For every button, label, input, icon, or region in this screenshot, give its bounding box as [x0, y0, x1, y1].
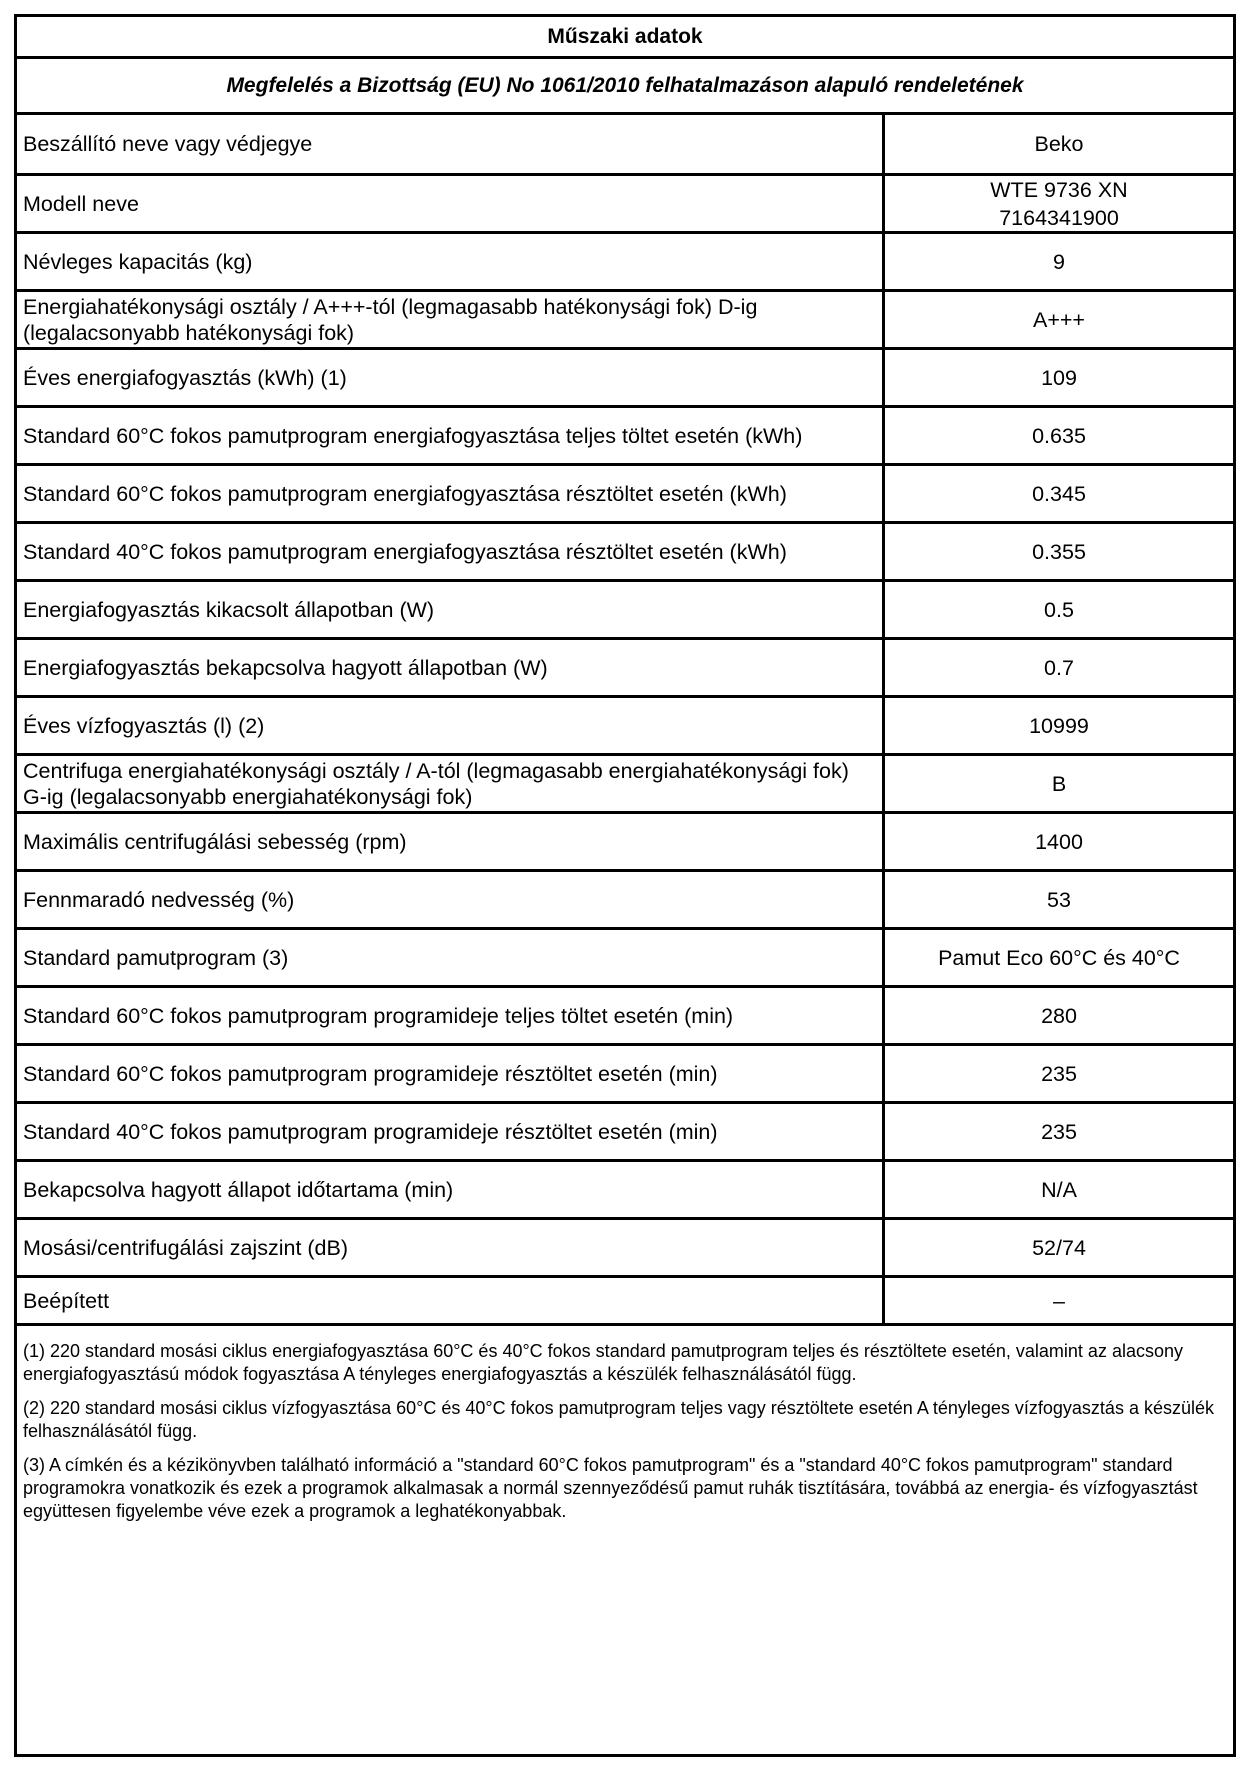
sheet-title: Műszaki adatok	[17, 17, 1233, 59]
spec-value: 235	[1041, 1119, 1077, 1144]
spec-value: 235	[1041, 1061, 1077, 1086]
spec-row-max-spin	[17, 814, 1233, 872]
spec-value: Pamut Eco 60°C és 40°C	[938, 945, 1180, 970]
footnote-1: (1) 220 standard mosási ciklus energiafogyasztása 60°C és 40°C fokos standard pamutprogram teljes és résztöltete esetén, valamint az alacsony energiafogyasztású módok fogyasztása A tényleges energiafogyasztás a készülék felhasználásától függ.	[23, 1341, 1183, 1384]
spec-row-spin-class	[17, 756, 1233, 814]
spec-value: WTE 9736 XN 7164341900	[990, 177, 1128, 230]
spec-row-standard-program	[17, 930, 1233, 988]
footnotes	[17, 1326, 1233, 1754]
spec-row-built-in	[17, 1278, 1233, 1326]
spec-value: 52/74	[1032, 1235, 1086, 1260]
spec-row-energy-60-full	[17, 408, 1233, 466]
footnote-3: (3) A címkén és a kézikönyvben található információ a "standard 60°C fokos pamutprogram" és a "standard 40°C fokos pamutprogram" standard programokra vonatkozik és ezek a programok alkalmasak a normál szennyeződésű pamut ruhák tisztítására, továbbá az energia- és vízfogyasztást együttesen figyelembe véve ezek a programok a leghatékonyabbak.	[23, 1455, 1198, 1521]
spec-label: Standard 40°C fokos pamutprogram energiafogyasztása résztöltet esetén (kWh)	[17, 524, 885, 579]
spec-value: 109	[1041, 365, 1077, 390]
spec-label: Standard pamutprogram (3)	[17, 930, 885, 985]
spec-value: 0.635	[1032, 423, 1086, 448]
footnote-2: (2) 220 standard mosási ciklus vízfogyasztása 60°C és 40°C fokos pamutprogram teljes vagy résztöltete esetén A tényleges vízfogyasztás a készülék felhasználásától függ.	[23, 1398, 1214, 1441]
spec-label: Névleges kapacitás (kg)	[17, 234, 885, 289]
regulation-subtitle: Megfelelés a Bizottság (EU) No 1061/2010 felhatalmazáson alapuló rendeletének	[17, 59, 1233, 115]
spec-row-annual-energy	[17, 350, 1233, 408]
spec-row-capacity	[17, 234, 1233, 292]
spec-label: Éves energiafogyasztás (kWh) (1)	[17, 350, 885, 405]
spec-label: Mosási/centrifugálási zajszint (dB)	[17, 1220, 885, 1275]
spec-label: Fennmaradó nedvesség (%)	[17, 872, 885, 927]
spec-value: Beko	[1034, 132, 1084, 156]
spec-value: 0.355	[1032, 539, 1086, 564]
spec-value: 1400	[1035, 829, 1083, 854]
spec-value: 9	[1053, 249, 1065, 274]
spec-value: 280	[1041, 1003, 1077, 1028]
spec-label: Éves vízfogyasztás (l) (2)	[17, 698, 885, 753]
spec-label: Beszállító neve vagy védjegye	[17, 115, 885, 173]
spec-row-energy-60-partial	[17, 466, 1233, 524]
spec-row-time-40-partial	[17, 1104, 1233, 1162]
spec-value: –	[1053, 1288, 1065, 1313]
technical-data-sheet	[14, 14, 1236, 1757]
spec-value: 53	[1047, 887, 1071, 912]
spec-value: A+++	[1032, 307, 1085, 332]
spec-value: B	[1051, 771, 1067, 796]
spec-label: Standard 40°C fokos pamutprogram programideje résztöltet esetén (min)	[17, 1104, 885, 1159]
spec-value: 0.5	[1044, 597, 1074, 622]
spec-row-supplier	[17, 115, 1233, 176]
spec-label: Beépített	[17, 1278, 885, 1323]
spec-label: Energiafogyasztás bekapcsolva hagyott állapotban (W)	[17, 640, 885, 695]
spec-label: Standard 60°C fokos pamutprogram energiafogyasztása teljes töltet esetén (kWh)	[17, 408, 885, 463]
spec-row-left-on-mode	[17, 640, 1233, 698]
spec-label: Energiahatékonysági osztály / A+++-tól (legmagasabb hatékonysági fok) D-ig (legalacsonyabb hatékonysági fok)	[17, 292, 885, 347]
spec-row-energy-40-partial	[17, 524, 1233, 582]
spec-label: Maximális centrifugálási sebesség (rpm)	[17, 814, 885, 869]
spec-label: Standard 60°C fokos pamutprogram energiafogyasztása résztöltet esetén (kWh)	[17, 466, 885, 521]
spec-row-energy-class	[17, 292, 1233, 350]
spec-value: 10999	[1029, 713, 1089, 738]
spec-row-model	[17, 176, 1233, 234]
spec-label: Modell neve	[17, 176, 885, 231]
spec-row-left-on-duration	[17, 1162, 1233, 1220]
spec-label: Energiafogyasztás kikacsolt állapotban (W)	[17, 582, 885, 637]
spec-row-moisture	[17, 872, 1233, 930]
spec-row-annual-water	[17, 698, 1233, 756]
spec-row-noise	[17, 1220, 1233, 1278]
spec-row-time-60-full	[17, 988, 1233, 1046]
spec-label: Standard 60°C fokos pamutprogram programideje résztöltet esetén (min)	[17, 1046, 885, 1101]
spec-value: 0.7	[1044, 655, 1074, 680]
spec-row-off-mode	[17, 582, 1233, 640]
spec-value: N/A	[1041, 1177, 1077, 1202]
spec-label: Bekapcsolva hagyott állapot időtartama (min)	[17, 1162, 885, 1217]
spec-table	[17, 115, 1233, 1326]
spec-row-time-60-partial	[17, 1046, 1233, 1104]
spec-label: Centrifuga energiahatékonysági osztály / A-tól (legmagasabb energiahatékonysági fok) G-ig (legalacsonyabb energiahatékonysági fok)	[17, 756, 885, 811]
spec-label: Standard 60°C fokos pamutprogram programideje teljes töltet esetén (min)	[17, 988, 885, 1043]
spec-value: 0.345	[1032, 481, 1086, 506]
